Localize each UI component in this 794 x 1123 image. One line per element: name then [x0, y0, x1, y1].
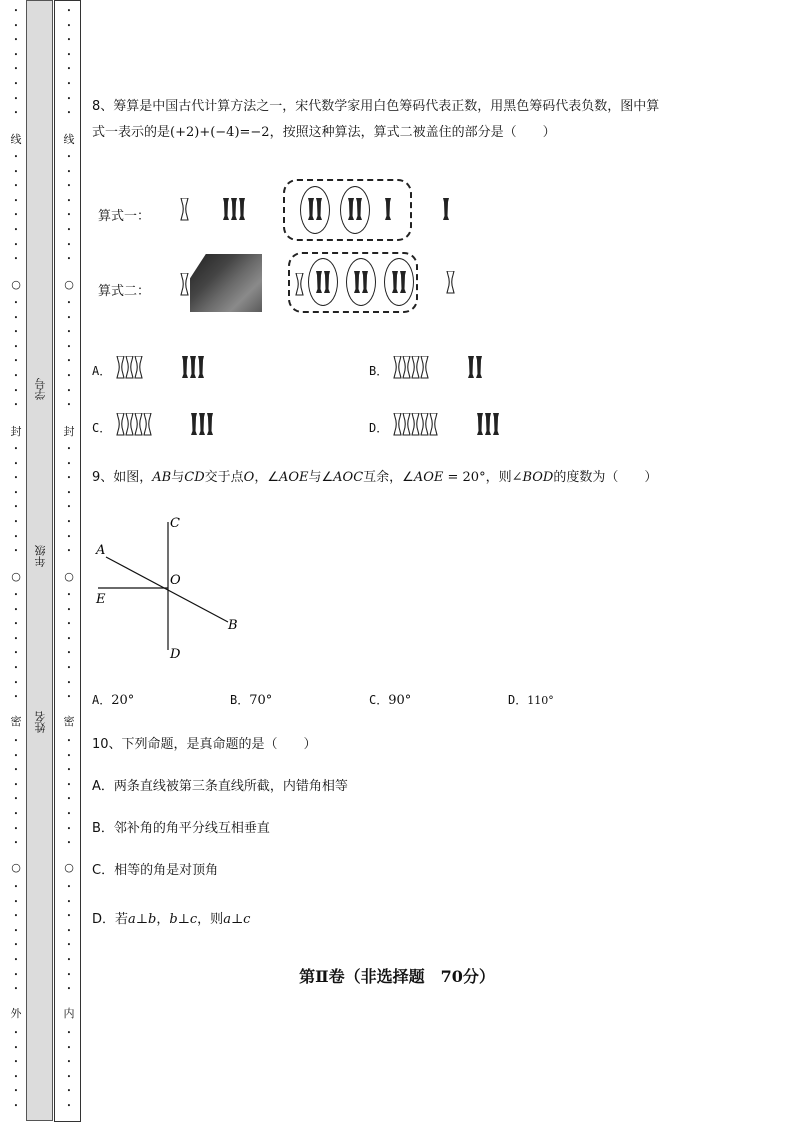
- seal-dot: •: [66, 664, 72, 672]
- white-rod: [430, 413, 437, 435]
- black-rod: [392, 271, 398, 293]
- white-rod: [144, 413, 151, 435]
- seal-dot: •: [13, 503, 19, 512]
- point-d-label: D: [170, 647, 181, 662]
- black-rod: [362, 271, 368, 293]
- formula1-result-black: [442, 198, 453, 226]
- seal-dot: •: [66, 503, 72, 512]
- black-rod: [191, 413, 197, 435]
- black-rod: [348, 198, 354, 220]
- seal-dot: •: [66, 153, 72, 161]
- seal-dot: •: [13, 605, 19, 614]
- name-field: [33, 711, 49, 733]
- q9-option-c[interactable]: C．90°: [369, 693, 412, 708]
- seal-dot: •: [13, 328, 19, 337]
- white-rod: [117, 413, 124, 435]
- rod-set: [347, 198, 367, 222]
- seal-dot: •: [13, 795, 19, 804]
- seal-mark: 封: [63, 425, 75, 438]
- white-rod: [412, 413, 419, 435]
- seal-dot: •: [13, 153, 19, 161]
- q10-option-b[interactable]: B．邻补角的角平分线互相垂直: [92, 821, 270, 836]
- seal-dot: •: [66, 21, 72, 30]
- point-e-label: E: [96, 592, 106, 607]
- seal-dot: •: [66, 1058, 72, 1067]
- seal-dot: •: [13, 649, 19, 658]
- seal-dot: •: [66, 810, 72, 818]
- seal-dot: •: [13, 941, 19, 950]
- formula1-ellipse-2-rods: [347, 198, 367, 226]
- q8-option-d-letter[interactable]: D．: [369, 421, 389, 435]
- seal-dot: •: [13, 693, 19, 702]
- q8-option-a-rods[interactable]: [116, 356, 210, 384]
- q8-option-c-letter[interactable]: C．: [92, 421, 112, 435]
- seal-dot: •: [66, 342, 72, 351]
- seal-dot: •: [66, 985, 72, 994]
- rod-set: [315, 271, 335, 295]
- seal-dot: •: [13, 970, 19, 979]
- seal-dot: •: [66, 459, 72, 468]
- white-rod: [126, 356, 133, 378]
- seal-dot: •: [66, 956, 72, 964]
- rod-set: [180, 198, 191, 222]
- seal-dot: •: [66, 50, 72, 59]
- seal-dot: •: [13, 678, 19, 687]
- q10-option-a[interactable]: A．两条直线被第三条直线所截，内错角相等: [92, 779, 348, 794]
- white-rod: [403, 413, 410, 435]
- seal-mark: 线: [63, 133, 75, 146]
- formula2-box-white: [295, 273, 306, 301]
- seal-dot: •: [66, 926, 72, 935]
- black-rod: [316, 271, 322, 293]
- seal-mark: ○: [64, 278, 74, 291]
- black-rod: [354, 271, 360, 293]
- formula2-ellipse-1-rods: [315, 271, 335, 299]
- rod-set: [384, 198, 395, 222]
- black-rod: [443, 198, 449, 220]
- seal-dot: •: [66, 357, 72, 366]
- seal-dot: •: [66, 634, 72, 643]
- line-ab: [106, 557, 228, 622]
- seal-dot: •: [13, 401, 19, 410]
- seal-dot: •: [13, 65, 19, 74]
- seal-dot: •: [66, 94, 72, 103]
- seal-dot: •: [66, 445, 72, 453]
- black-rod: [223, 198, 229, 220]
- seal-dot: •: [13, 240, 19, 249]
- rod-set: [442, 198, 453, 222]
- section-2-title: 第Ⅱ卷（非选择题 70分）: [299, 967, 495, 986]
- white-rod: [117, 356, 124, 378]
- formula2-result-white: [446, 271, 457, 299]
- seal-dot: •: [66, 941, 72, 950]
- seal-dot: •: [13, 94, 19, 103]
- seal-dot: •: [66, 795, 72, 804]
- point-b-label: B: [228, 618, 238, 633]
- formula2-ellipse-2-rods: [353, 271, 373, 299]
- seal-mark: ○: [64, 570, 74, 583]
- black-rod: [400, 271, 406, 293]
- seal-dot: •: [13, 167, 19, 176]
- point-o-label: O: [170, 573, 181, 588]
- seal-dot: •: [13, 985, 19, 994]
- seal-dot: •: [66, 474, 72, 483]
- white-rod: [296, 273, 303, 295]
- seal-dot: •: [66, 240, 72, 249]
- white-rod: [181, 273, 188, 295]
- seal-dot: •: [13, 342, 19, 351]
- q9-option-d[interactable]: D．110°: [508, 693, 554, 707]
- q8-line1: 8、筹算是中国古代计算方法之一，宋代数学家用白色筹码代表正数，用黑色筹码代表负数，图中算: [92, 99, 660, 114]
- seal-dot: •: [13, 445, 19, 453]
- q8-option-b-letter[interactable]: B．: [369, 364, 389, 378]
- white-rod: [135, 413, 142, 435]
- seal-dot: •: [13, 488, 19, 497]
- seal-dot: •: [66, 620, 72, 629]
- seal-mark: ○: [11, 570, 21, 583]
- seal-dot: •: [66, 605, 72, 614]
- seal-mark: 内: [63, 1007, 75, 1020]
- rod-set: [116, 413, 219, 437]
- white-rod: [394, 413, 401, 435]
- seal-dot: •: [13, 1102, 19, 1110]
- formula2-label: 算式二：: [98, 284, 151, 299]
- seal-dot: •: [66, 547, 72, 556]
- formula1-ellipse-1-rods: [307, 198, 327, 226]
- black-rod: [476, 356, 482, 378]
- black-rod: [477, 413, 483, 435]
- seal-dot: •: [66, 1087, 72, 1096]
- seal-dot: •: [66, 211, 72, 220]
- seal-dot: •: [66, 678, 72, 687]
- seal-dot: •: [66, 182, 72, 191]
- black-rod: [493, 413, 499, 435]
- black-rod: [207, 413, 213, 435]
- formula1-label: 算式一：: [98, 209, 151, 224]
- black-rod: [198, 356, 204, 378]
- seal-dot: •: [66, 912, 72, 921]
- seal-dot: •: [13, 80, 19, 88]
- seal-dot: •: [13, 50, 19, 59]
- seal-dot: •: [66, 226, 72, 234]
- black-rod: [324, 271, 330, 293]
- q9-option-b[interactable]: B．70°: [230, 693, 273, 708]
- seal-dot: •: [13, 182, 19, 191]
- seal-dot: •: [13, 547, 19, 556]
- formula2-ellipse-3-rods: [391, 271, 411, 299]
- student-id-label: 学号: [34, 378, 47, 400]
- seal-dot: •: [66, 196, 72, 205]
- seal-dot: •: [13, 21, 19, 30]
- seal-dot: •: [13, 1058, 19, 1067]
- seal-dot: •: [66, 591, 72, 599]
- q8-line2: 式一表示的是(+2)+(−4)=−2，按照这种算法，算式二被盖住的部分是（ ）: [92, 125, 556, 140]
- seal-dot: •: [13, 1029, 19, 1037]
- seal-dot: •: [13, 751, 19, 760]
- formula1-black-rods: [222, 198, 251, 226]
- seal-dot: •: [13, 474, 19, 483]
- seal-dot: •: [13, 255, 19, 264]
- seal-dot: •: [66, 649, 72, 658]
- formula1-white-rods: [180, 198, 191, 226]
- seal-dot: •: [66, 824, 72, 833]
- q8-option-a-letter[interactable]: A．: [92, 364, 112, 378]
- seal-dot: •: [66, 1043, 72, 1052]
- seal-dot: •: [66, 532, 72, 541]
- white-rod: [412, 356, 419, 378]
- seal-mark: 线: [10, 133, 22, 146]
- seal-mark: ○: [11, 861, 21, 874]
- formula1-box-black: [384, 198, 395, 226]
- seal-dot: •: [66, 401, 72, 410]
- seal-dot: •: [66, 313, 72, 322]
- point-c-label: C: [170, 516, 180, 531]
- q10-option-c[interactable]: C．相等的角是对顶角: [92, 863, 219, 878]
- seal-mark: 外: [10, 1007, 22, 1020]
- seal-dot: •: [13, 357, 19, 366]
- formula2-white-rod: [180, 273, 191, 301]
- black-rod: [239, 198, 245, 220]
- black-rod: [199, 413, 205, 435]
- q10-text: 10、下列命题，是真命题的是（ ）: [92, 737, 317, 752]
- rod-set: [391, 271, 411, 295]
- seal-dot: •: [13, 459, 19, 468]
- seal-dot: •: [66, 970, 72, 979]
- rod-set: [393, 413, 505, 437]
- white-rod: [403, 356, 410, 378]
- seal-dot: •: [66, 109, 72, 118]
- seal-dot: •: [66, 372, 72, 380]
- seal-dot: •: [13, 620, 19, 629]
- question-8: [92, 94, 752, 146]
- student-id-field: [33, 378, 49, 400]
- q9-geometry-figure: [90, 510, 250, 670]
- seal-dot: •: [13, 299, 19, 307]
- seal-dot: •: [66, 167, 72, 176]
- q9-text: 9、如图，AB与CD交于点O，∠AOE与∠AOC互余，∠AOE = 20°，则∠BOD的度数为（ ）: [92, 470, 658, 485]
- seal-dot: •: [13, 372, 19, 380]
- seal-dot: •: [66, 1029, 72, 1037]
- seal-dot: •: [13, 313, 19, 322]
- seal-dot: •: [66, 518, 72, 526]
- seal-dot: •: [66, 839, 72, 848]
- seal-dot: •: [13, 664, 19, 672]
- q9-option-a[interactable]: A．20°: [92, 693, 135, 708]
- white-rod: [126, 413, 133, 435]
- seal-dot: •: [66, 488, 72, 497]
- q8-option-c-rods[interactable]: [116, 413, 219, 441]
- q8-expression: (+2)+(−4)=−2: [170, 125, 270, 140]
- name-label: 姓名: [34, 711, 47, 733]
- seal-dot: •: [66, 386, 72, 395]
- seal-dot: •: [13, 7, 19, 15]
- rod-set: [180, 273, 191, 297]
- q8-option-d-rods[interactable]: [393, 413, 505, 441]
- seal-dot: •: [13, 1087, 19, 1096]
- seal-dot: •: [13, 912, 19, 921]
- seal-dot: •: [66, 1102, 72, 1110]
- seal-dot: •: [13, 883, 19, 891]
- seal-dot: •: [66, 751, 72, 760]
- rod-set: [446, 271, 457, 295]
- seal-dot: •: [66, 737, 72, 745]
- rod-set: [222, 198, 251, 222]
- seal-dot: •: [13, 810, 19, 818]
- seal-dot: •: [13, 109, 19, 118]
- seal-dot: •: [66, 780, 72, 789]
- rod-set: [295, 273, 306, 297]
- black-rod: [356, 198, 362, 220]
- black-rod: [485, 413, 491, 435]
- seal-dot: •: [66, 36, 72, 45]
- seal-dot: •: [66, 1072, 72, 1081]
- seal-dot: •: [66, 693, 72, 702]
- seal-dot: •: [13, 839, 19, 848]
- seal-dot: •: [66, 65, 72, 74]
- grade-label: 年级: [34, 545, 47, 567]
- black-rod: [468, 356, 474, 378]
- black-rod: [182, 356, 188, 378]
- black-rod: [190, 356, 196, 378]
- seal-dot: •: [66, 766, 72, 775]
- black-rod: [385, 198, 391, 220]
- seal-dot: •: [13, 634, 19, 643]
- seal-dot: •: [66, 80, 72, 88]
- seal-dot: •: [66, 897, 72, 906]
- q10-option-d[interactable]: D．若a⊥b，b⊥c，则a⊥c: [92, 912, 251, 927]
- seal-dot: •: [13, 897, 19, 906]
- seal-dot: •: [66, 883, 72, 891]
- rod-set: [307, 198, 327, 222]
- seal-dot: •: [13, 36, 19, 45]
- covered-portion: [190, 254, 262, 312]
- seal-dot: •: [13, 780, 19, 789]
- rod-set: [353, 271, 373, 295]
- seal-dot: •: [66, 328, 72, 337]
- seal-dot: •: [13, 226, 19, 234]
- seal-mark: 密: [63, 715, 75, 728]
- seal-mark: ○: [11, 278, 21, 291]
- black-rod: [308, 198, 314, 220]
- white-rod: [447, 271, 454, 293]
- rod-set: [393, 356, 487, 380]
- white-rod: [394, 356, 401, 378]
- grade-field: [33, 545, 49, 567]
- rod-set: [116, 356, 210, 380]
- seal-dot: •: [13, 926, 19, 935]
- white-rod: [135, 356, 142, 378]
- seal-mark: ○: [64, 861, 74, 874]
- white-rod: [421, 356, 428, 378]
- seal-dot: •: [13, 1072, 19, 1081]
- seal-dot: •: [13, 1043, 19, 1052]
- black-rod: [316, 198, 322, 220]
- seal-dot: •: [13, 196, 19, 205]
- white-rod: [181, 198, 188, 220]
- seal-dot: •: [13, 518, 19, 526]
- white-rod: [421, 413, 428, 435]
- seal-dot: •: [13, 532, 19, 541]
- seal-dot: •: [13, 824, 19, 833]
- seal-dot: •: [13, 211, 19, 220]
- seal-mark: 密: [10, 715, 22, 728]
- seal-dot: •: [13, 591, 19, 599]
- point-a-label: A: [96, 543, 106, 558]
- seal-dot: •: [13, 956, 19, 964]
- seal-dot: •: [66, 7, 72, 15]
- q8-option-b-rods[interactable]: [393, 356, 487, 384]
- seal-dot: •: [13, 386, 19, 395]
- seal-dot: •: [13, 766, 19, 775]
- seal-mark: 封: [10, 425, 22, 438]
- black-rod: [231, 198, 237, 220]
- seal-dot: •: [66, 299, 72, 307]
- seal-dot: •: [13, 737, 19, 745]
- seal-dot: •: [66, 255, 72, 264]
